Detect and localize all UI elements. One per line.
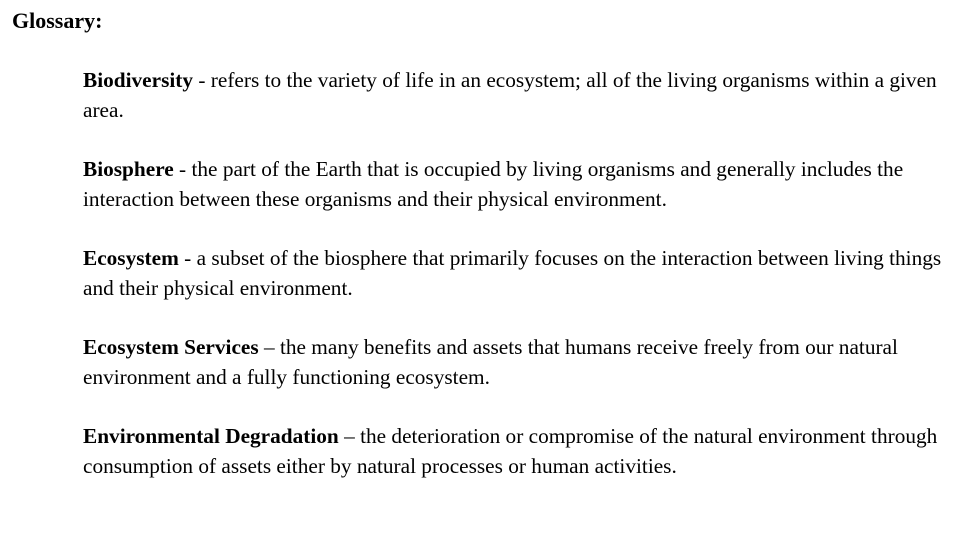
glossary-definition: the part of the Earth that is occupied by living organisms and generally includes the interaction between these organisms and their physical environment. [83, 157, 904, 211]
glossary-term: Biodiversity [83, 68, 194, 92]
glossary-list [83, 65, 953, 510]
glossary-definition: a subset of the biosphere that primarily focuses on the interaction between living things and their physical environment. [83, 246, 942, 300]
glossary-entry-biodiversity [83, 65, 953, 125]
glossary-separator: - [193, 68, 211, 92]
glossary-definition: the many benefits and assets that humans receive freely from our natural environment and a fully functioning ecosystem. [83, 335, 898, 389]
glossary-entry-biosphere [83, 154, 953, 214]
glossary-separator: - [178, 246, 197, 270]
glossary-definition: the deterioration or compromise of the natural environment through consumption of assets either by natural processes or human activities. [83, 424, 938, 478]
glossary-entry-ecosystem-services [83, 332, 953, 392]
glossary-separator: - [173, 157, 192, 181]
glossary-term: Environmental Degradation [83, 424, 339, 448]
glossary-separator: – [338, 424, 361, 448]
glossary-term: Ecosystem Services [83, 335, 259, 359]
glossary-term: Biosphere [83, 157, 174, 181]
glossary-definition: refers to the variety of life in an ecosystem; all of the living organisms within a given area. [83, 68, 937, 122]
glossary-entry-ecosystem [83, 243, 953, 303]
glossary-heading: Glossary: [12, 8, 103, 33]
glossary-entry-environmental-degradation [83, 421, 953, 481]
glossary-separator: – [258, 335, 280, 359]
glossary-term: Ecosystem [83, 246, 179, 270]
